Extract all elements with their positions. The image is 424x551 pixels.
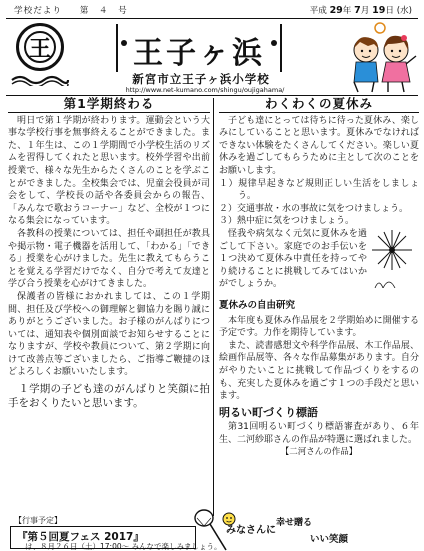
summer-paragraph-1: 子ども達にとっては待ちに待った夏休み、楽しみにしていることと思います。夏休みでなければできない体験をたくさんしてください。楽しい夏休みを過ごしてもらうために主として次のことをお願いします。 [219,115,419,176]
wave-emblem-icon [10,72,70,86]
era-label: 平成 [309,6,327,16]
summer-rule: １）規律早起きなど規則正しい生活をしましょう。 [219,178,419,202]
summer-rule: ２）交通事故・水の事故に気をつけましょう。 [219,203,409,214]
summer-heading: わくわくの夏休み [219,98,419,113]
slogan-line-3: いい笑顔 [310,534,349,545]
month-unit: 月 [360,6,370,16]
award-label-text: 【二河さんの作品】 [280,447,358,458]
year-unit: 年 [342,6,352,16]
issue-date [310,4,412,16]
column-divider [213,98,214,516]
masthead-title-frame [116,24,282,72]
newsletter-label: 学校だより [14,6,62,16]
term-end-paragraph-3: 保護者の皆様におかれましては、この１学期間、担任及び学校への御理解と御協力を賜り誠にありがとうございました。お子様のがんばりについては、通知表や個別面談でお知らせすることになりますが、学校や教員について、第２学期に向けて改善点等ございましたら、ご指導ご鞭撻のほどよろしくお願いいたします。 [8,291,210,378]
fireworks-icon [367,228,417,288]
term-end-closing: １学期の子ども達のがんばりと笑顔に拍手をおくりたいと思います。 [8,383,210,410]
award-label [219,446,419,459]
slogan-heading: 明るい町づくり標語 [219,405,318,419]
newsletter-meta [14,4,128,16]
right-column [219,98,419,459]
date-weekday: (水) [396,6,412,16]
summer-paragraph-2-block [219,228,419,296]
newsletter-title: 王子ヶ浜 [133,36,265,71]
date-month: 7 [354,5,361,16]
school-emblem [16,23,64,71]
header-rule-top [6,18,418,19]
event-title: 『第５回夏フェス 2017』 [17,531,144,543]
summer-rule: ３）熱中症に気をつけましょう。 [219,216,355,227]
bottom-banner [6,516,418,551]
term-end-paragraph-1: 明日で第１学期が終わります。運動会という大事な学校行事を無事終えることができました。また、１年生は、この１学期間で小学校生活のリズムを習得してくれたと思います。校外学習や出前授業で、様々な先生からたくさんのことを学ぶことができました。全校集会では、児童会役員が司会をして、学校長の話や各委員会からの報告、「みんなで歌おうコーナー」など、全校が１つになる集会になっています。 [8,115,210,227]
kids-illustration-icon [340,20,422,95]
slogan-line-1: みなさんに [226,525,276,536]
slogan-paragraph: 第31回明るい町づくり標語審査があり、６年生、二河紗耶さんの作品が特選に選ばれました。 [219,422,419,445]
research-paragraph-1: 本年度も夏休み作品展を２学期始めに開催する予定です。力作を期待しています。 [219,315,419,339]
term-end-heading: 第1学期終わる [8,98,210,113]
term-end-paragraph-2: 各教科の授業については、担任や副担任が教具や掲示物・電子機器を活用して、「わかる」「できる」授業を心がけました。先生に教えてもらうことを覚える学習だけでなく、自分で考えて友達と学び合う授業を心がけてきました。 [8,228,210,290]
left-column [8,98,210,410]
research-heading: 夏休みの自由研究 [219,299,296,311]
masthead-bar [6,3,418,17]
school-name: 新宮市立王子ヶ浜小学校 [132,72,270,86]
slogan-line-2: 幸せ贈る [276,518,313,528]
summer-paragraph-2: 怪我や病気なく元気に夏休みを過ごして下さい。家庭でのお手伝いを１つ決めて夏休み中責任を持ってやり続けることに挑戦してみてはいかがでしょうか。 [219,228,367,290]
research-paragraph-2: また、読書感想文や科学作品展、木工作品展、絵画作品展等、各々な作品募集があります。自分がやりたいことに挑戦して作品づくりをするのも、充実した夏休みを過ごす１つの手段だと思います。 [219,340,419,402]
event-label: 【行事予定】 [14,516,62,525]
event-detail-date: は、８月２６日（土）17:00～ [25,542,130,551]
day-unit: 日 [385,6,394,16]
date-year: 29 [329,5,343,16]
emblem-character: 王 [28,36,51,62]
issue-number: 第 ４ 号 [79,6,128,16]
date-day: 19 [372,5,386,16]
school-url[interactable]: http://www.net-kumano.com/shingu/oujigahama/ [125,86,285,94]
event-box [10,526,222,551]
event-detail-message: みんなで楽しみましょう。 [131,542,222,551]
